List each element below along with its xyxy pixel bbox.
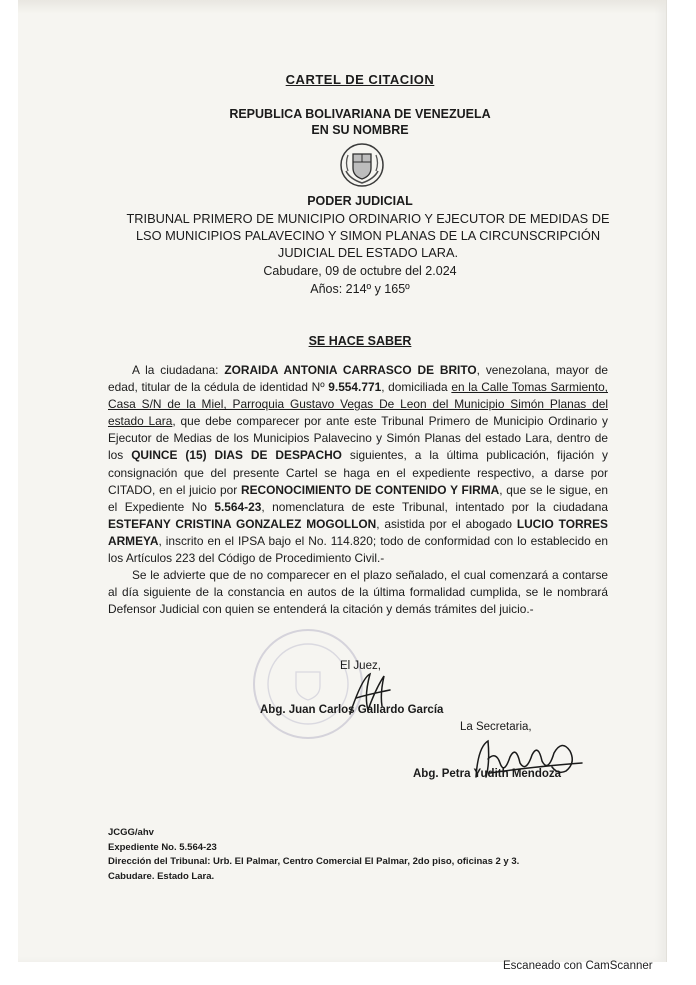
notice-heading: SE HACE SABER xyxy=(308,334,412,348)
judicial-power-heading: PODER JUDICIAL xyxy=(307,194,413,208)
secretary-label: La Secretaria, xyxy=(460,721,532,733)
defendant-address: en la Calle Tomas Sarmiento, Casa S/N de la Miel, Parroquia Gustavo Vegas De Leon del Municipio Simón Planas del estado Lara xyxy=(108,380,608,429)
tribunal-line-2: LSO MUNICIPIOS PALAVECINO Y SIMON PLANAS DE LA CIRCUNSCRIPCIÓN xyxy=(135,228,601,243)
footer-initials: JCGG/ahv xyxy=(108,827,154,838)
case-number: 5.564-23 xyxy=(214,499,262,514)
plaintiff-name: ESTEFANY CRISTINA GONZALEZ MOGOLLON xyxy=(108,516,377,531)
judge-name: Abg. Juan Carlos Gallardo García xyxy=(260,704,444,716)
text-run: , domiciliada xyxy=(381,380,452,395)
footer-address-line-1: Dirección del Tribunal: Urb. El Palmar, Centro Comercial El Palmar, 2do piso, oficinas 2 y 3. xyxy=(108,856,520,868)
footer-expediente: Expediente No. 5.564-23 xyxy=(108,841,217,853)
text-run: , que se le sigue, en el Expediente No xyxy=(108,482,608,514)
text-run: , que debe comparecer por ante este Tribunal Primero de Municipio Ordinario y Ejecutor de Medias de los Municipios Palavecino y Simón Planas del estado Lara, dentro de los xyxy=(108,414,608,463)
tribunal-line-3: JUDICIAL DEL ESTADO LARA. xyxy=(277,245,459,260)
secretary-name: Abg. Petra Yudith Mendoza xyxy=(413,768,562,780)
notice-body xyxy=(108,362,608,618)
text-run: A la ciudadana: xyxy=(132,363,225,377)
text-run: , venezolana, mayor de edad, titular de la cédula de identidad Nº xyxy=(108,363,609,395)
text-run: , inscrito en el IPSA bajo el No. 114.820; todo de conformidad con lo establecido en los Artículos 223 del Código de Procedimiento Civil.- xyxy=(108,533,608,566)
text-run: , asistida por el abogado xyxy=(376,516,517,531)
text-run: , nomenclatura de este Tribunal, intentado por la ciudadana xyxy=(261,499,608,514)
document-years: Años: 214º y 165º xyxy=(310,282,410,296)
document-title: CARTEL DE CITACION xyxy=(285,72,435,87)
republic-subline: EN SU NOMBRE xyxy=(311,123,409,137)
judge-label: El Juez, xyxy=(340,660,381,672)
coat-of-arms-icon xyxy=(338,141,386,189)
footer-address-line-2: Cabudare. Estado Lara. xyxy=(108,870,215,882)
document-date: Cabudare, 09 de octubre del 2.024 xyxy=(263,264,457,278)
page-edge-shadow xyxy=(18,0,666,14)
defendant-name: ZORAIDA ANTONIA CARRASCO DE BRITO xyxy=(224,363,477,377)
republic-line: REPUBLICA BOLIVARIANA DE VENEZUELA xyxy=(229,107,491,121)
case-type: RECONOCIMIENTO DE CONTENIDO Y FIRMA xyxy=(240,482,500,497)
notice-paragraph-2: Se le advierte que de no comparecer en el plazo señalado, el cual comenzará a contarse al día siguiente de la constancia en autos de la última formalidad cumplida, se le nombrará Defensor Judicial con quien se entenderá la citación y demás trámites del juicio.- xyxy=(108,568,608,617)
text-run: siguientes, a la última publicación, fijación y consignación que del presente Cartel se haga en el expediente respectivo, a darse por CITADO, en el juicio por xyxy=(108,448,608,497)
id-number: 9.554.771 xyxy=(328,380,382,395)
notice-paragraph-1 xyxy=(108,362,608,567)
tribunal-line-1: TRIBUNAL PRIMERO DE MUNICIPIO ORDINARIO Y EJECUTOR DE MEDIDAS DE xyxy=(126,211,610,226)
lawyer-name: LUCIO TORRES ARMEYA xyxy=(108,516,608,548)
scanner-watermark: Escaneado con CamScanner xyxy=(503,960,653,972)
document-footer xyxy=(108,826,648,884)
appearance-term: QUINCE (15) DIAS DE DESPACHO xyxy=(131,448,342,463)
